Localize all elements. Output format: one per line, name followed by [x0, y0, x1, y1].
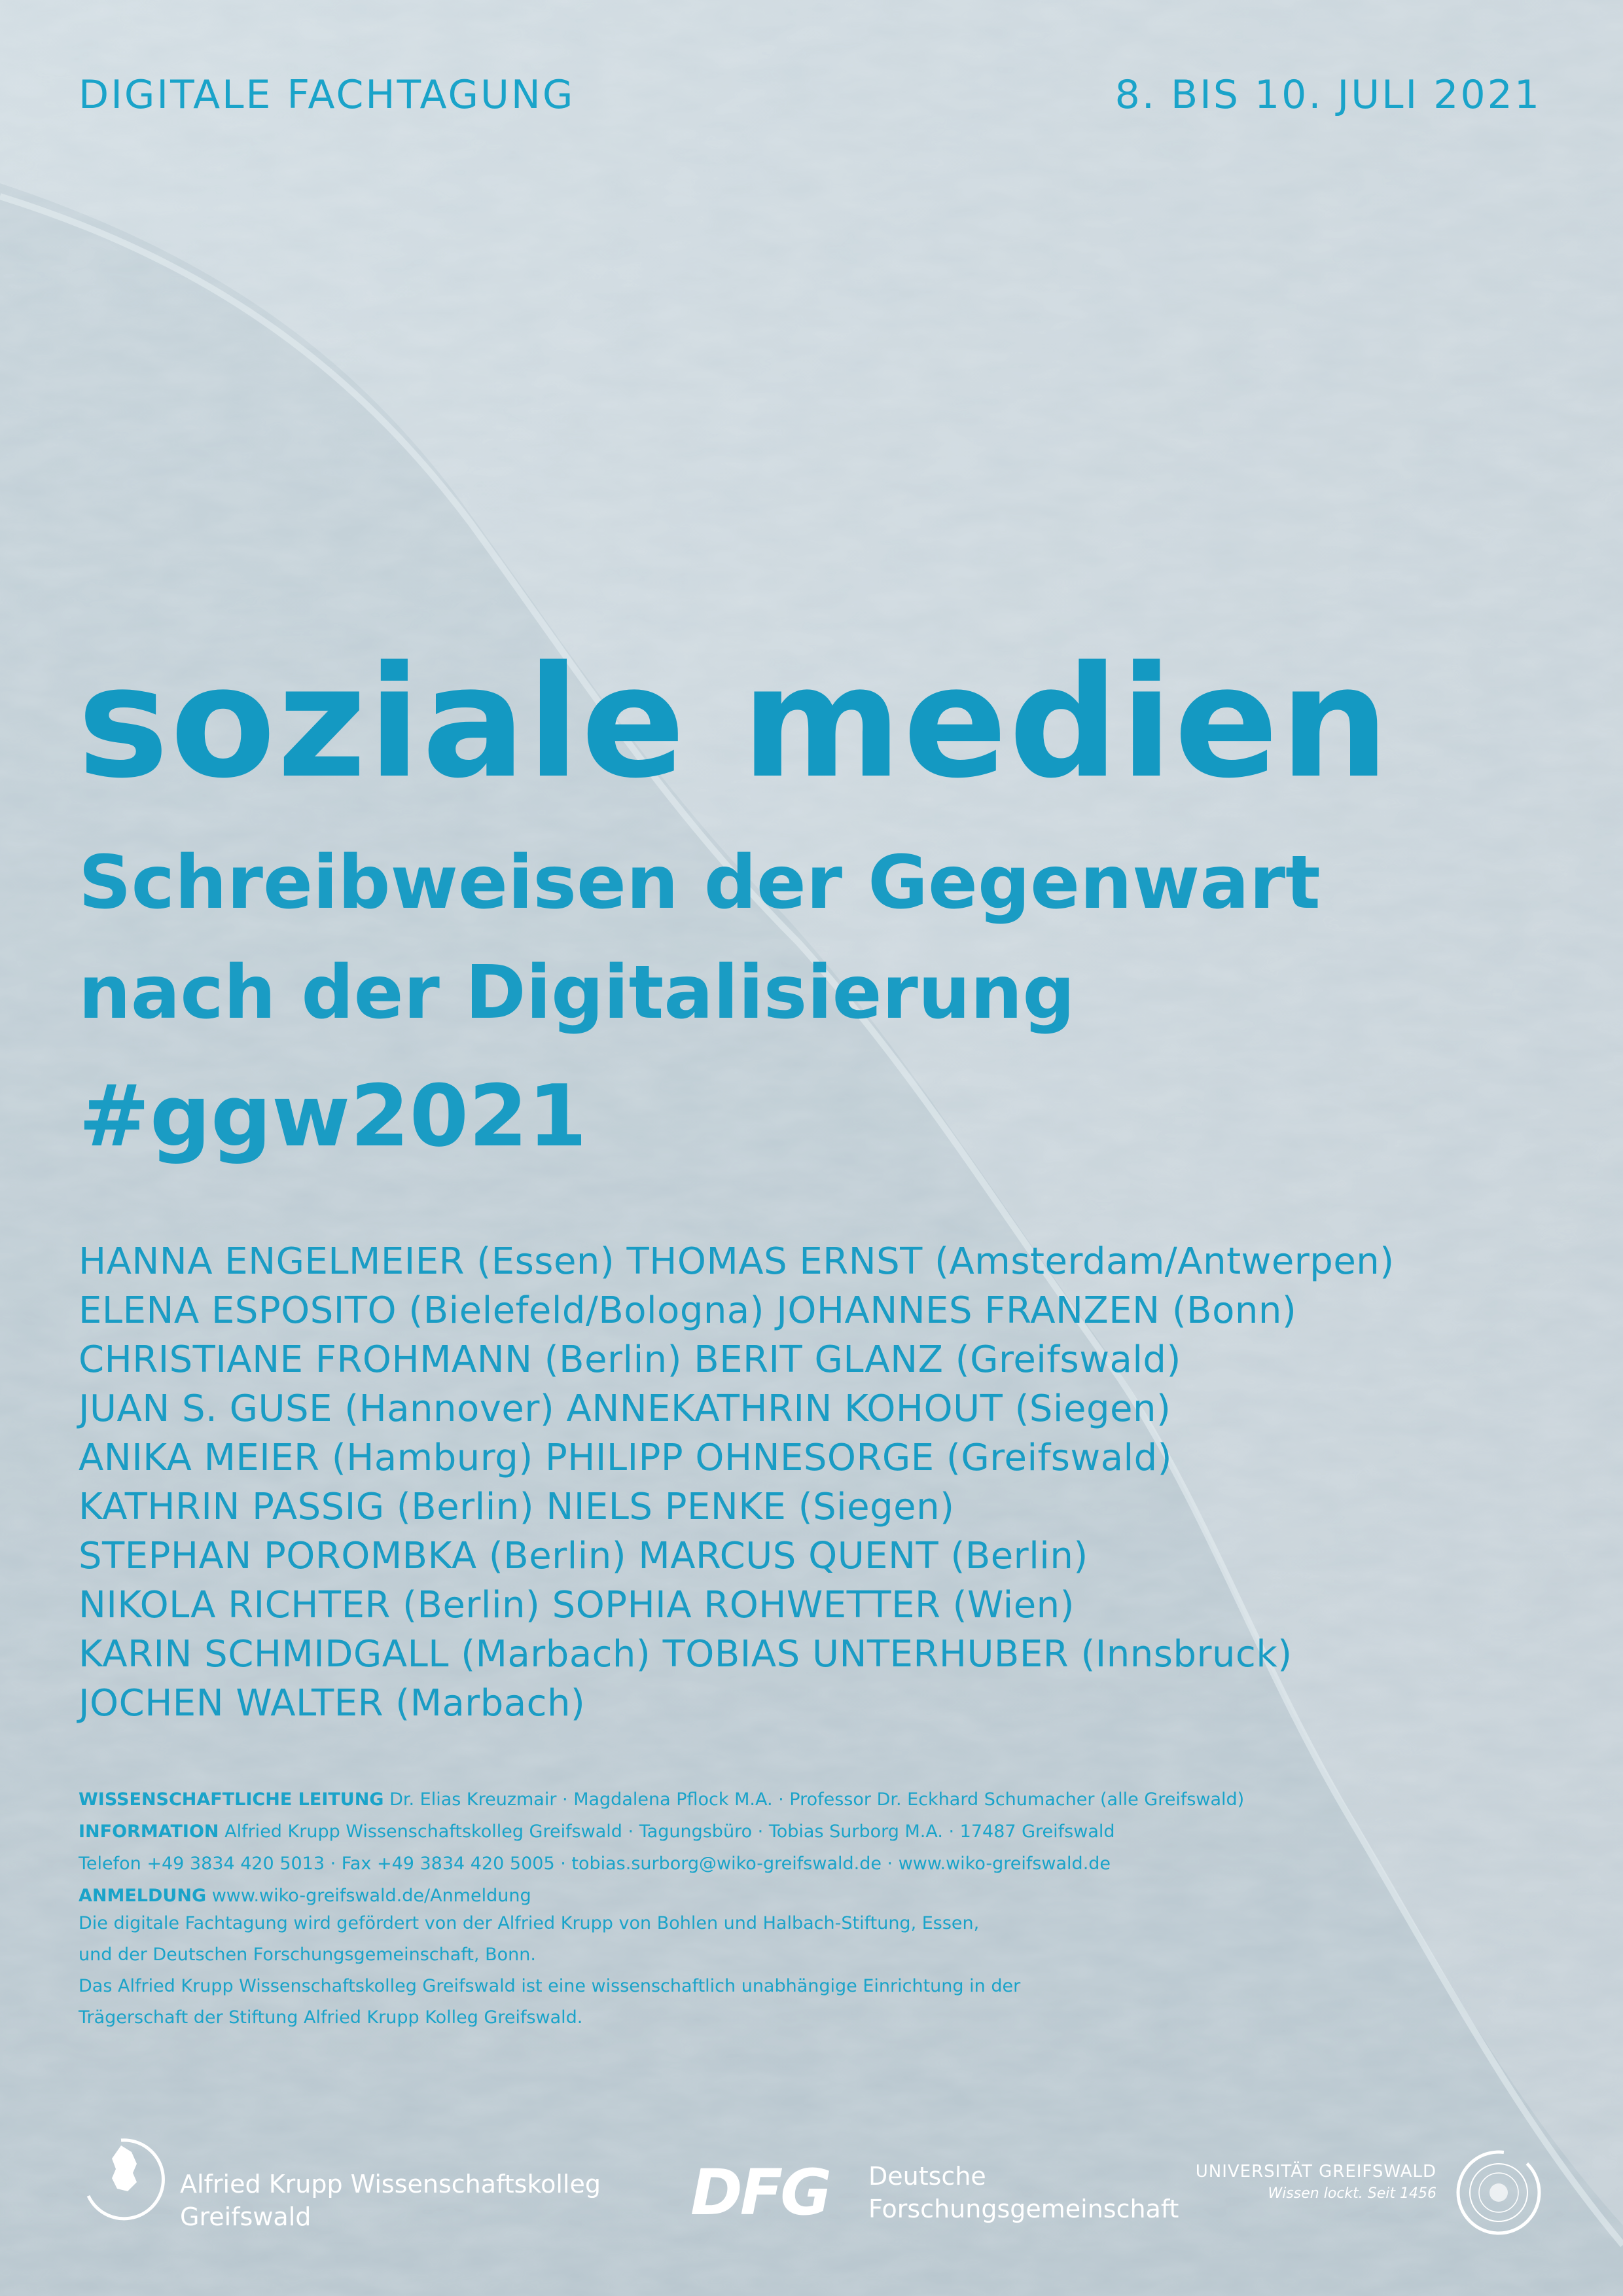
event-type: DIGITALE FACHTAGUNG [79, 72, 575, 118]
speaker-line: STEPHAN POROMBKA (Berlin) MARCUS QUENT (Berlin) [79, 1535, 1088, 1577]
dfg-line1: Deutsche [868, 2162, 986, 2191]
leitung-text: Dr. Elias Kreuzmair · Magdalena Pflock M.A. · Professor Dr. Eckhard Schumacher (alle Greifswald) [389, 1789, 1245, 1810]
leitung-label: WISSENSCHAFTLICHE LEITUNG [79, 1789, 384, 1810]
uni-greifswald-logo [1195, 2147, 1544, 2245]
funding-line: und der Deutschen Forschungsgemeinschaft, Bonn. [79, 1945, 536, 1965]
krupp-name: Alfried Krupp Wissenschaftskolleg [180, 2170, 601, 2198]
speaker-line: JUAN S. GUSE (Hannover) ANNEKATHRIN KOHOUT (Siegen) [79, 1388, 1171, 1430]
speaker-line: KARIN SCHMIDGALL (Marbach) TOBIAS UNTERHUBER (Innsbruck) [79, 1633, 1293, 1676]
anmeldung-line [79, 1880, 1244, 1912]
dfg-mark: DFG [690, 2156, 830, 2229]
event-dates: 8. BIS 10. JULI 2021 [1115, 72, 1541, 118]
hashtag: #ggw2021 [79, 1066, 587, 1166]
funding-line: Das Alfried Krupp Wissenschaftskolleg Greifswald ist eine wissenschaftlich unabhängige Einrichtung in der [79, 1976, 1021, 1996]
anmeldung-link[interactable]: www.wiko-greifswald.de/Anmeldung [211, 1886, 531, 1906]
uni-seal-icon [1453, 2147, 1544, 2238]
funding-line: Die digitale Fachtagung wird gefördert von der Alfried Krupp von Bohlen und Halbach-Stiftung, Essen, [79, 1913, 980, 1933]
logo-bar [0, 2121, 1623, 2251]
speaker-line: NIKOLA RICHTER (Berlin) SOPHIA ROHWETTER (Wien) [79, 1584, 1075, 1626]
dfg-line2: Forschungsgemeinschaft [868, 2195, 1179, 2223]
subtitle-line: nach der Digitalisierung [79, 950, 1075, 1035]
krupp-city: Greifswald [180, 2202, 312, 2231]
speaker-line: HANNA ENGELMEIER (Essen) THOMAS ERNST (Amsterdam/Antwerpen) [79, 1240, 1395, 1283]
info-block [79, 1784, 1244, 1912]
subtitle [79, 828, 1321, 1048]
speaker-line: KATHRIN PASSIG (Berlin) NIELS PENKE (Siegen) [79, 1486, 955, 1528]
speaker-line: ANIKA MEIER (Hamburg) PHILIPP OHNESORGE (Greifswald) [79, 1437, 1172, 1479]
speaker-line: CHRISTIANE FROHMANN (Berlin) BERIT GLANZ (Greifswald) [79, 1338, 1181, 1381]
uni-name: UNIVERSITÄT GREIFSWALD [1195, 2162, 1436, 2181]
uni-claim: Wissen lockt. Seit 1456 [1268, 2185, 1436, 2202]
speaker-line: JOCHEN WALTER (Marbach) [79, 1682, 586, 1725]
funding-notice [79, 1908, 1020, 2034]
information-text: Alfried Krupp Wissenschaftskolleg Greifswald · Tagungsbüro · Tobias Surborg M.A. · 17487 Greifswald [224, 1821, 1115, 1842]
contact-line: Telefon +49 3834 420 5013 · Fax +49 3834 420 5005 · tobias.surborg@wiko-greifswald.de · www.wiko-greifswald.de [79, 1854, 1111, 1874]
anmeldung-label: ANMELDUNG [79, 1886, 207, 1906]
funding-line: Trägerschaft der Stiftung Alfried Krupp Kolleg Greifswald. [79, 2007, 583, 2028]
speaker-list [79, 1237, 1395, 1728]
subtitle-line: Schreibweisen der Gegenwart [79, 840, 1321, 925]
dfg-logo [690, 2156, 1179, 2238]
krupp-logo [75, 2121, 599, 2238]
main-title: soziale medien [77, 634, 1391, 812]
information-line [79, 1816, 1244, 1848]
leitung-line [79, 1784, 1244, 1816]
information-label: INFORMATION [79, 1821, 219, 1842]
krupp-emblem-icon [75, 2134, 167, 2225]
speaker-line: ELENA ESPOSITO (Bielefeld/Bologna) JOHANNES FRANZEN (Bonn) [79, 1289, 1297, 1332]
